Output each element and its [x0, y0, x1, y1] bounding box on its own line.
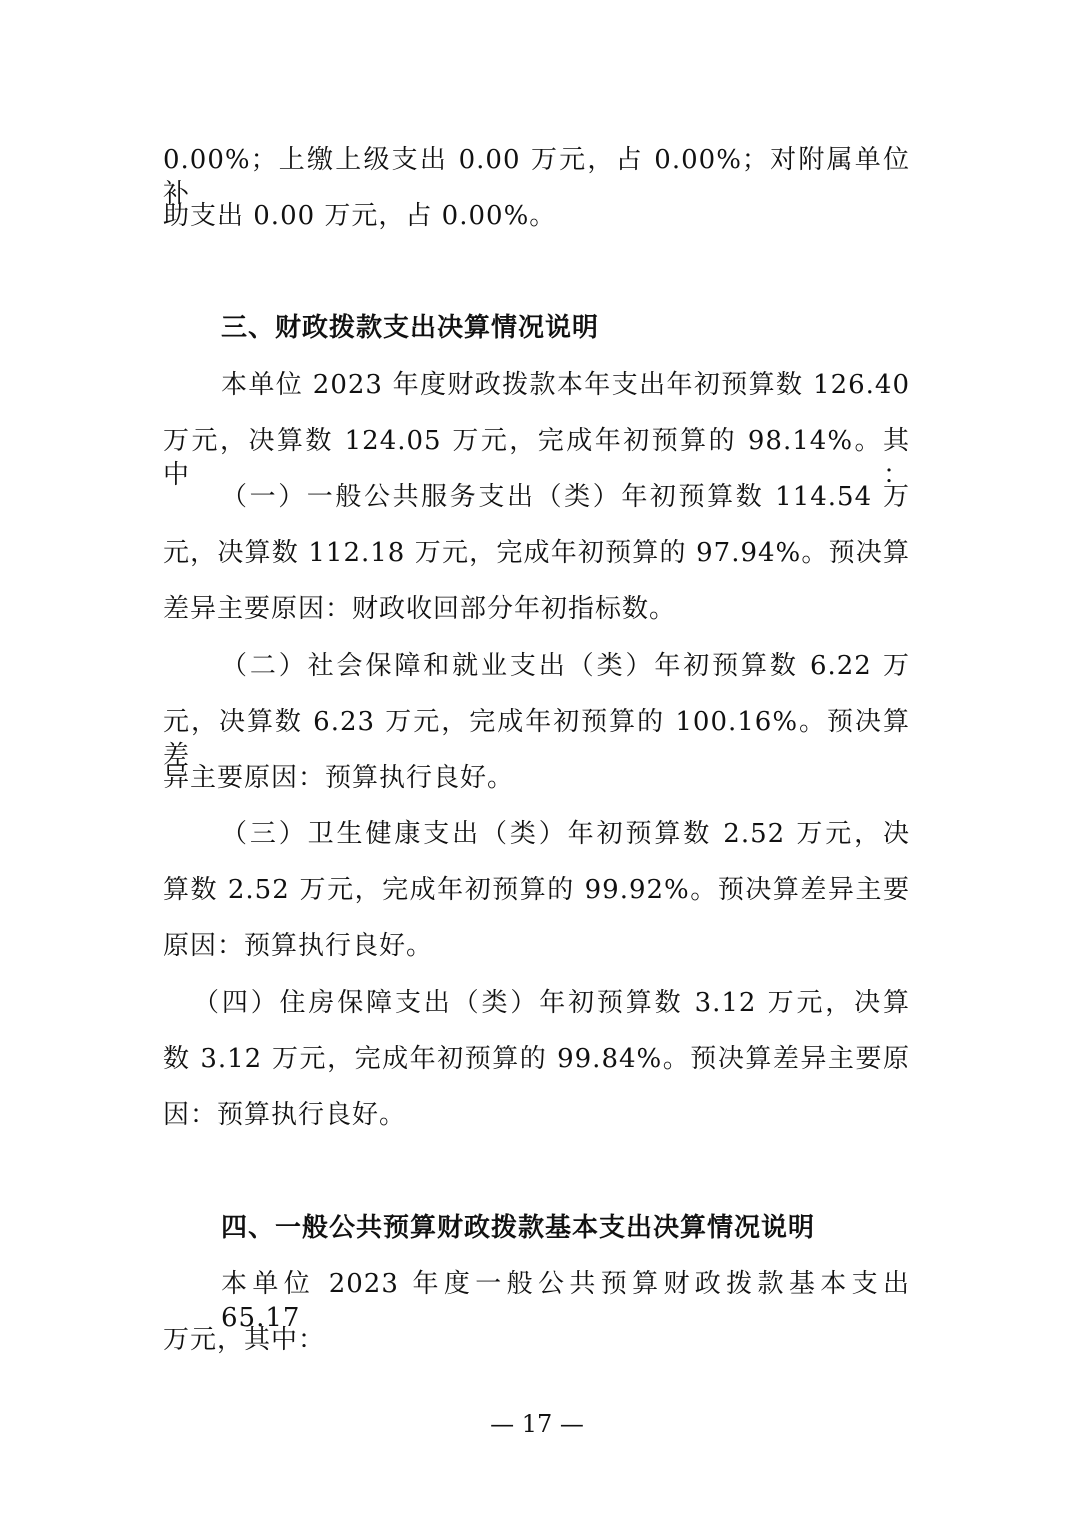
- body-line: （四）住房保障支出（类）年初预算数 3.12 万元，决算: [193, 988, 910, 1018]
- body-line: 原因：预算执行良好。: [163, 931, 434, 961]
- body-line: （二）社会保障和就业支出（类）年初预算数 6.22 万: [221, 651, 910, 681]
- body-line: 差异主要原因：财政收回部分年初指标数。: [163, 594, 677, 624]
- body-line: 异主要原因：预算执行良好。: [163, 763, 515, 793]
- section-heading: 三、财政拨款支出决算情况说明: [221, 313, 600, 343]
- body-line: 元，决算数 6.23 万元，完成年初预算的 100.16%。预决算差: [163, 707, 910, 771]
- page-number: — 17 —: [490, 1410, 584, 1438]
- body-line: 数 3.12 万元，完成年初预算的 99.84%。预决算差异主要原: [163, 1044, 910, 1074]
- body-line: 助支出 0.00 万元，占 0.00%。: [163, 201, 557, 231]
- body-line: （一）一般公共服务支出（类）年初预算数 114.54 万: [221, 482, 910, 512]
- body-line: 本单位 2023 年度一般公共预算财政拨款基本支出 65.17: [221, 1269, 910, 1333]
- body-line: （三）卫生健康支出（类）年初预算数 2.52 万元，决: [221, 819, 910, 849]
- body-line: 算数 2.52 万元，完成年初预算的 99.92%。预决算差异主要: [163, 875, 910, 905]
- body-line: 0.00%；上缴上级支出 0.00 万元，占 0.00%；对附属单位补: [163, 145, 910, 209]
- body-line: 万元，决算数 124.05 万元，完成年初预算的 98.14%。其中：: [163, 426, 910, 490]
- section-heading: 四、一般公共预算财政拨款基本支出决算情况说明: [221, 1213, 816, 1243]
- body-line: 本单位 2023 年度财政拨款本年支出年初预算数 126.40: [221, 370, 910, 400]
- body-line: 元，决算数 112.18 万元，完成年初预算的 97.94%。预决算: [163, 538, 910, 568]
- body-line: 因：预算执行良好。: [163, 1100, 407, 1130]
- body-line: 万元，其中：: [163, 1325, 326, 1355]
